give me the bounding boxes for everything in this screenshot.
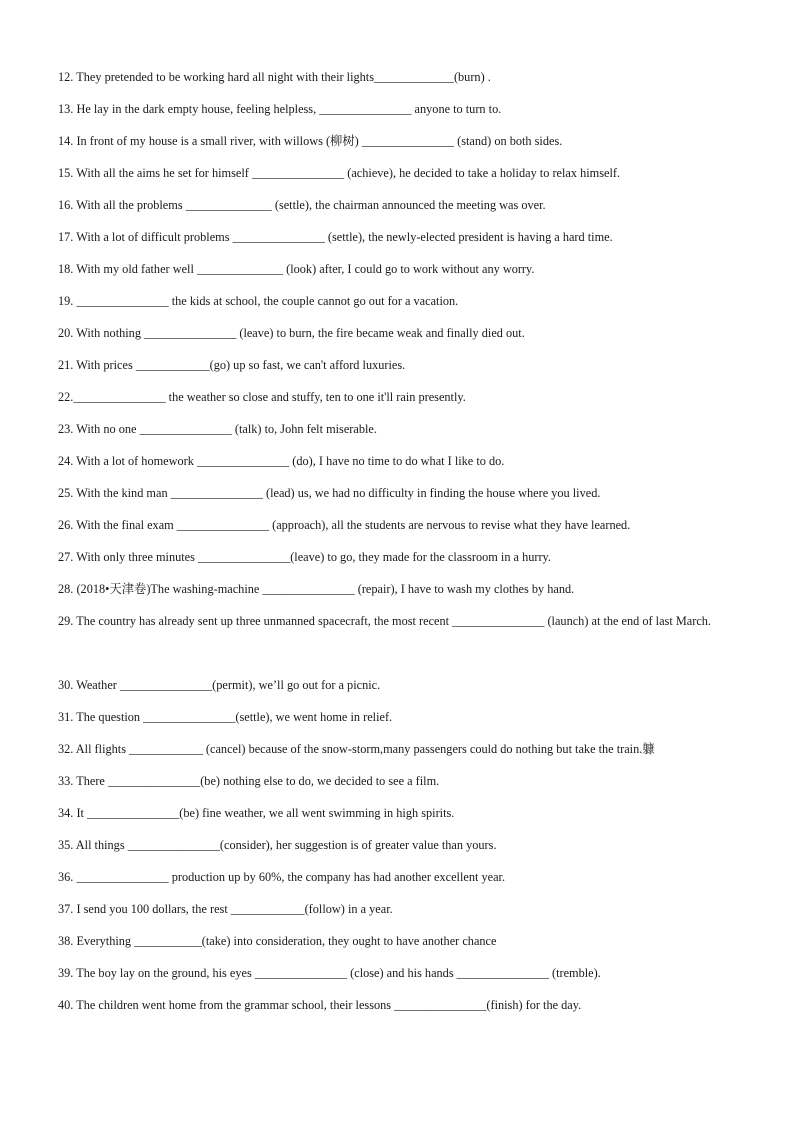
exercise-item-32: 32. All flights ____________ (cancel) because of the snow-storm,many passengers could do nothing but take the train.躿 xyxy=(58,742,655,756)
exercise-item-39: 39. The boy lay on the ground, his eyes _______________ (close) and his hands _______________ (tremble). xyxy=(58,966,601,980)
exercise-item-28: 28. (2018•天津卷)The washing-machine _______________ (repair), I have to wash my clothes by hand. xyxy=(58,582,575,596)
exercise-item-19: 19. _______________ the kids at school, the couple cannot go out for a vacation. xyxy=(58,294,459,308)
exercise-item-23: 23. With no one _______________ (talk) to, John felt miserable. xyxy=(58,422,377,436)
exercise-item-26: 26. With the final exam _______________ (approach), all the students are nervous to revise what they have learned. xyxy=(58,518,631,532)
exercise-item-30: 30. Weather _______________(permit), we’ll go out for a picnic. xyxy=(58,678,381,692)
exercise-item-16: 16. With all the problems ______________ (settle), the chairman announced the meeting was over. xyxy=(58,198,546,212)
exercise-item-13: 13. He lay in the dark empty house, feeling helpless, _______________ anyone to turn to. xyxy=(58,102,502,116)
exercise-item-14: 14. In front of my house is a small river, with willows (柳树) _______________ (stand) on both sides. xyxy=(58,134,563,148)
exercise-item-40: 40. The children went home from the grammar school, their lessons _______________(finish) for the day. xyxy=(58,998,582,1012)
exercise-item-17: 17. With a lot of difficult problems _______________ (settle), the newly-elected president is having a hard time. xyxy=(58,230,613,244)
exercise-item-25: 25. With the kind man _______________ (lead) us, we had no difficulty in finding the house where you lived. xyxy=(58,486,601,500)
exercise-item-20: 20. With nothing _______________ (leave) to burn, the fire became weak and finally died out. xyxy=(58,326,525,340)
exercise-item-35: 35. All things _______________(consider), her suggestion is of greater value than yours. xyxy=(58,838,497,852)
exercise-item-31: 31. The question _______________(settle), we went home in relief. xyxy=(58,710,393,724)
exercise-item-37: 37. I send you 100 dollars, the rest ____________(follow) in a year. xyxy=(58,902,393,916)
exercise-item-38: 38. Everything ___________(take) into consideration, they ought to have another chance xyxy=(58,934,497,948)
exercise-item-27: 27. With only three minutes _______________(leave) to go, they made for the classroom in a hurry. xyxy=(58,550,551,564)
exercise-item-22: 22._______________ the weather so close and stuffy, ten to one it'll rain presently. xyxy=(58,390,466,404)
exercise-item-33: 33. There _______________(be) nothing else to do, we decided to see a film. xyxy=(58,774,440,788)
exercise-item-21: 21. With prices ____________(go) up so fast, we can't afford luxuries. xyxy=(58,358,406,372)
exercise-item-24: 24. With a lot of homework _______________ (do), I have no time to do what I like to do. xyxy=(58,454,505,468)
exercise-item-15: 15. With all the aims he set for himself _______________ (achieve), he decided to take a holiday to relax himself. xyxy=(58,166,621,180)
exercise-item-34: 34. It _______________(be) fine weather, we all went swimming in high spirits. xyxy=(58,806,455,820)
exercise-item-36: 36. _______________ production up by 60%, the company has had another excellent year. xyxy=(58,870,506,884)
exercise-item-29: 29. The country has already sent up three unmanned spacecraft, the most recent _______________ (launch) at the end of last March. xyxy=(58,614,712,628)
exercise-item-12: 12. They pretended to be working hard all night with their lights_____________(burn) . xyxy=(58,70,491,84)
exercise-item-18: 18. With my old father well ______________ (look) after, I could go to work without any worry. xyxy=(58,262,535,276)
